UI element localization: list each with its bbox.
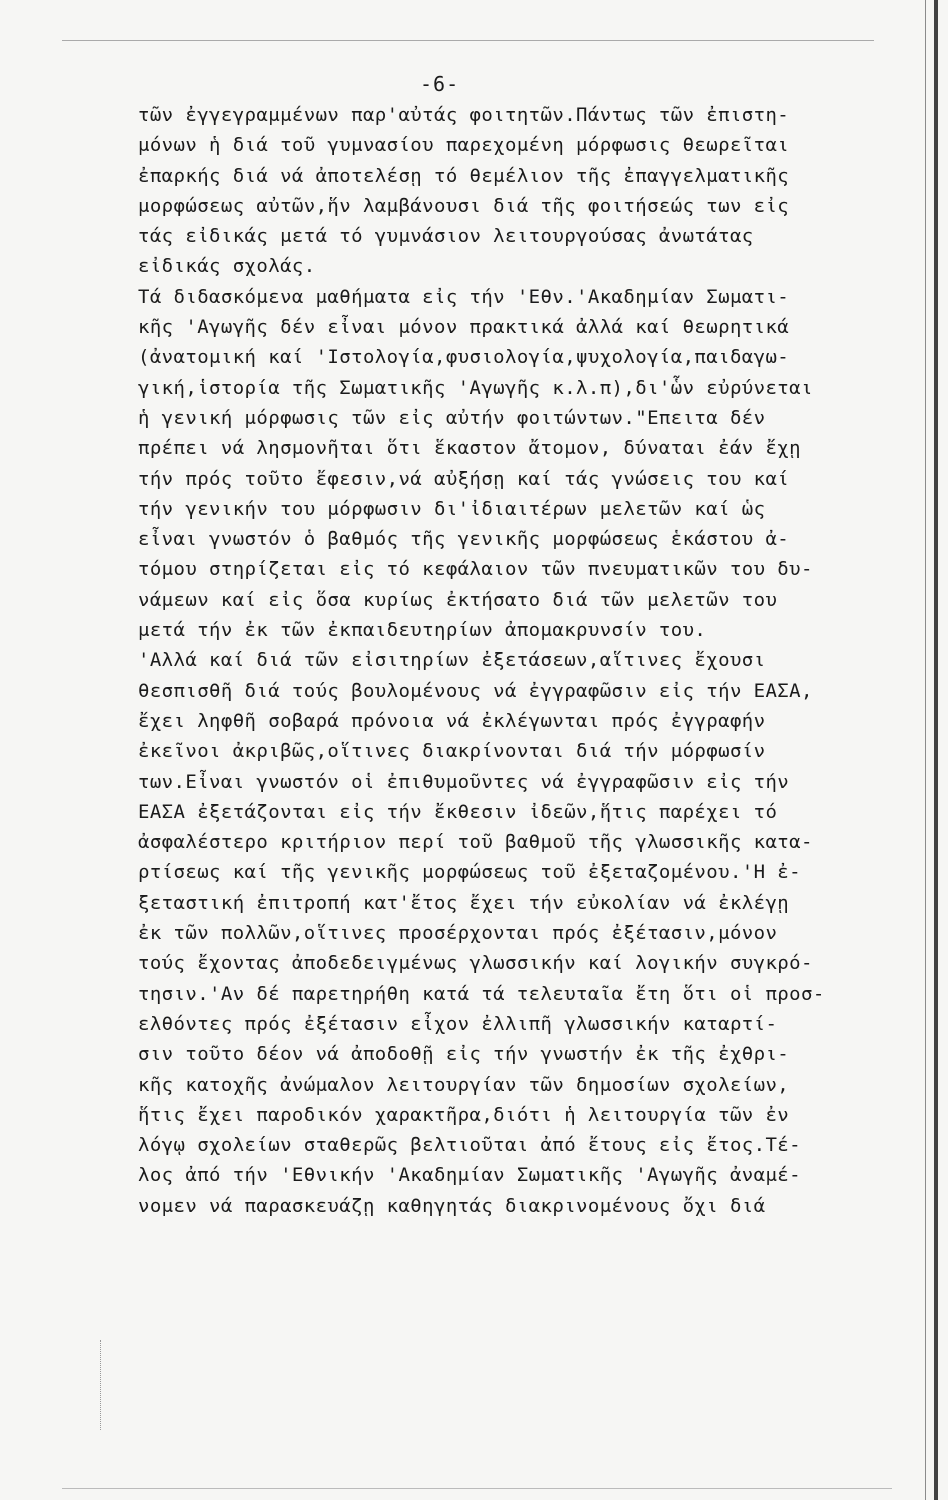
text-line: τῶν ἐγγεγραμμένων παρ'αὐτάς φοιτητῶν.Πάντως τῶν ἐπιστη- xyxy=(138,104,790,126)
text-line: νομεν νά παρασκευάζῃ καθηγητάς διακρινομένους ὄχι διά xyxy=(138,1194,766,1217)
text-line: ρτίσεως καί τῆς γενικῆς μορφώσεως τοῦ ἐξεταζομένου.'Η ἐ- xyxy=(138,861,801,884)
bottom-rule xyxy=(62,1488,892,1489)
text-line: κῆς 'Αγωγῆς δέν εἶναι μόνον πρακτικά ἀλλά καί θεωρητικά xyxy=(138,316,790,339)
text-line: σιν τοῦτο δέον νά ἀποδοθῇ εἰς τήν γνωστήν ἐκ τῆς ἐχθρι- xyxy=(138,1043,790,1066)
text-line: ἔχει ληφθῆ σοβαρά πρόνοια νά ἐκλέγωνται πρός ἐγγραφήν xyxy=(138,709,766,732)
text-line: μορφώσεως αὐτῶν,ἥν λαμβάνουσι διά τῆς φοιτήσεώς των εἰς xyxy=(138,194,790,217)
text-line: μόνων ἡ διά τοῦ γυμνασίου παρεχομένη μόρφωσις θεωρεῖται xyxy=(138,134,790,157)
page-edge-line xyxy=(925,0,926,1500)
text-line: (ἀνατομική καί 'Ιστολογία,φυσιολογία,ψυχολογία,παιδαγω- xyxy=(138,346,790,369)
text-line: κῆς κατοχῆς ἀνώμαλον λειτουργίαν τῶν δημοσίων σχολείων, xyxy=(138,1073,790,1096)
top-rule xyxy=(62,40,874,41)
text-line: τόμου στηρίζεται εἰς τό κεφάλαιον τῶν πνευματικῶν του δυ- xyxy=(138,558,813,581)
text-line: θεσπισθῆ διά τούς βουλομένους νά ἐγγραφῶσιν εἰς τήν ΕΑΣΑ, xyxy=(138,679,813,702)
text-line: γική,ἱστορία τῆς Σωματικῆς 'Αγωγῆς κ.λ.π),δι'ὧν εὐρύνεται xyxy=(138,376,813,399)
text-line: Τά διδασκόμενα μαθήματα εἰς τήν 'Εθν.'Ακαδημίαν Σωματι- xyxy=(138,285,790,308)
text-line: τούς ἔχοντας ἀποδεδειγμένως γλωσσικήν καί λογικήν συγκρό- xyxy=(138,952,813,975)
text-line: εἰδικάς σχολάς. xyxy=(138,255,316,278)
text-line: ἡ γενική μόρφωσις τῶν εἰς αὐτήν φοιτώντων."Επειτα δέν xyxy=(138,406,766,429)
margin-marks xyxy=(100,1340,109,1430)
text-line: πρέπει νά λησμονῆται ὅτι ἕκαστον ἄτομον, δύναται ἐάν ἔχῃ xyxy=(138,437,801,460)
text-line: 'Αλλά καί διά τῶν εἰσιτηρίων ἐξετάσεων,αἵτινες ἔχουσι xyxy=(138,649,766,672)
page-number: -6- xyxy=(420,72,460,96)
page-edge-shadow xyxy=(934,0,938,1500)
text-line: ἐπαρκής διά νά ἀποτελέσῃ τό θεμέλιον τῆς ἐπαγγελματικῆς xyxy=(138,164,790,187)
typed-text-body xyxy=(138,100,900,1221)
text-line: τησιν.'Αν δέ παρετηρήθη κατά τά τελευταῖα ἔτη ὅτι οἱ προσ- xyxy=(138,982,825,1005)
text-line: ἐκ τῶν πολλῶν,οἵτινες προσέρχονται πρός ἐξέτασιν,μόνον xyxy=(138,922,778,945)
text-line: τήν γενικήν του μόρφωσιν δι'ἰδιαιτέρων μελετῶν καί ὡς xyxy=(138,497,766,520)
text-line: ξεταστική ἐπιτροπή κατ'ἔτος ἔχει τήν εὐκολίαν νά ἐκλέγῃ xyxy=(138,891,790,914)
text-line: λόγῳ σχολείων σταθερῶς βελτιοῦται ἀπό ἔτους εἰς ἔτος.Τέ- xyxy=(138,1134,801,1157)
text-line: νάμεων καί εἰς ὅσα κυρίως ἐκτήσατο διά τῶν μελετῶν του xyxy=(138,588,778,611)
text-line: ελθόντες πρός ἐξέτασιν εἶχον ἐλλιπῆ γλωσσικήν καταρτί- xyxy=(138,1012,778,1035)
text-line: τάς εἰδικάς μετά τό γυμνάσιον λειτουργούσας ἀνωτάτας xyxy=(138,225,754,248)
text-line: ΕΑΣΑ ἐξετάζονται εἰς τήν ἔκθεσιν ἰδεῶν,ἥτις παρέχει τό xyxy=(138,800,778,823)
text-line: τήν πρός τοῦτο ἔφεσιν,νά αὐξήσῃ καί τάς γνώσεις του καί xyxy=(138,467,790,490)
text-line: μετά τήν ἐκ τῶν ἐκπαιδευτηρίων ἀπομακρυνσίν του. xyxy=(138,619,707,642)
text-line: ἐκεῖνοι ἀκριβῶς,οἵτινες διακρίνονται διά τήν μόρφωσίν xyxy=(138,740,766,763)
text-line: ἥτις ἔχει παροδικόν χαρακτῆρα,διότι ἡ λειτουργία τῶν ἐν xyxy=(138,1103,790,1126)
text-line: λος ἀπό τήν 'Εθνικήν 'Ακαδημίαν Σωματικῆς 'Αγωγῆς ἀναμέ- xyxy=(138,1164,801,1187)
text-line: των.Εἶναι γνωστόν οἱ ἐπιθυμοῦντες νά ἐγγραφῶσιν εἰς τήν xyxy=(138,770,790,793)
text-line: εἶναι γνωστόν ὁ βαθμός τῆς γενικῆς μορφώσεως ἑκάστου ἀ- xyxy=(138,528,790,551)
text-line: ἀσφαλέστερο κριτήριον περί τοῦ βαθμοῦ τῆς γλωσσικῆς κατα- xyxy=(138,831,813,854)
